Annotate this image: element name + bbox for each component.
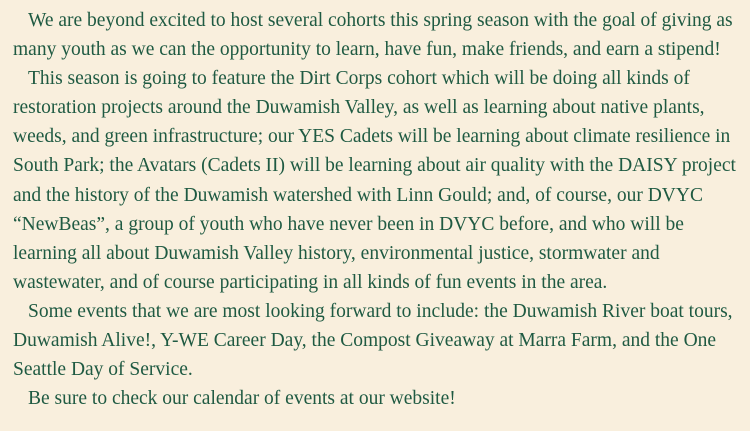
paragraph-calendar: Be sure to check our calendar of events at our website! (28, 388, 456, 410)
paragraph-intro: We are beyond excited to host several cohorts this spring season with the goal of giving as many youth as we can the opportunity to learn, have fun, make friends, and earn a stipend! (13, 10, 733, 61)
paragraph-cohorts: This season is going to feature the Dirt Corps cohort which will be doing all kinds of restoration projects around the Duwamish Valley, as well as learning about native plants, weeds, and green infrastructure; our YES Cadets will be learning about climate resilience in South Park; the Avatars (Cadets II) will be learning about air quality with the DAISY project and the history of the Duwamish watershed with Linn Gould; and, of course, our DVYC “NewBeas”, a group of youth who have never been in DVYC before, and who will be learning all about Duwamish Valley history, environmental justice, stormwater and wastewater, and of course participating in all kinds of fun events in the area. (13, 68, 736, 293)
paragraph-events: Some events that we are most looking forward to include: the Duwamish River boat tours, Duwamish Alive!, Y-WE Career Day, the Compost Giveaway at Marra Farm, and the One Seattle Day of Service. (13, 300, 733, 381)
